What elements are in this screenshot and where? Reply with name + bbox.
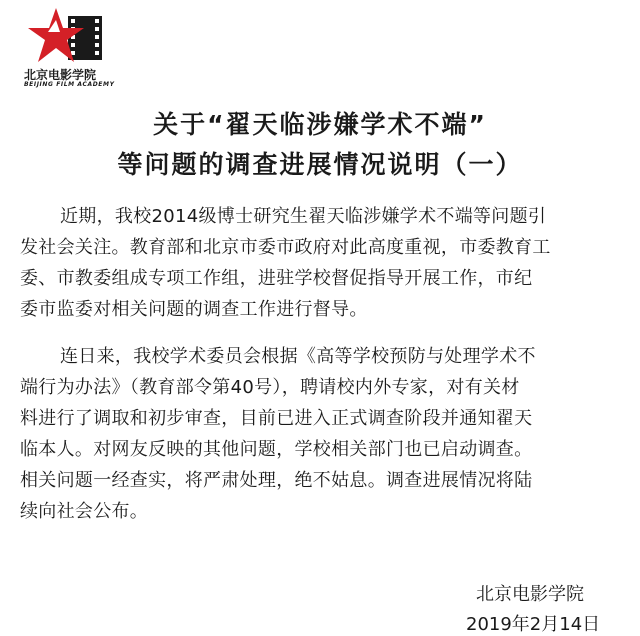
- paragraph-line: 临本人。对网友反映的其他问题，学校相关部门也已启动调查。: [20, 439, 533, 460]
- document-date: 2019年2月14日: [466, 614, 601, 635]
- paragraph-line: 相关问题一经查实，将严肃处理，绝不姑息。调查进展情况将陆: [20, 470, 533, 491]
- signature: 北京电影学院: [476, 584, 584, 605]
- page-title-line1: 关于“翟天临涉嫌学术不端”: [153, 110, 487, 139]
- paragraph-line: 料进行了调取和初步审查，目前已进入正式调查阶段并通知翟天: [20, 408, 533, 429]
- page-title-line2: 等问题的调查进展情况说明（一）: [117, 150, 523, 179]
- paragraph-line: 发社会关注。教育部和北京市委市政府对此高度重视，市委教育工: [20, 237, 551, 258]
- paragraph-line: 续向社会公布。: [20, 501, 149, 522]
- paragraph-1: [20, 201, 620, 325]
- paragraph-line: 近期，我校2014级博士研究生翟天临涉嫌学术不端等问题引: [60, 206, 547, 227]
- academy-logo: [22, 6, 115, 88]
- logo-name-cn: 北京电影学院: [24, 68, 97, 82]
- logo-name-en: BEIJING FILM ACADEMY: [24, 81, 115, 88]
- star-film-emblem-icon: [26, 6, 106, 66]
- paragraph-line: 端行为办法》（教育部令第40号），聘请校内外专家，对有关材: [20, 377, 520, 398]
- paragraph-line: 委、市教委组成专项工作组，进驻学校督促指导开展工作，市纪: [20, 268, 533, 289]
- paragraph-2: [20, 341, 620, 527]
- paragraph-line: 连日来，我校学术委员会根据《高等学校预防与处理学术不: [60, 346, 536, 367]
- paragraph-line: 委市监委对相关问题的调查工作进行督导。: [20, 299, 368, 320]
